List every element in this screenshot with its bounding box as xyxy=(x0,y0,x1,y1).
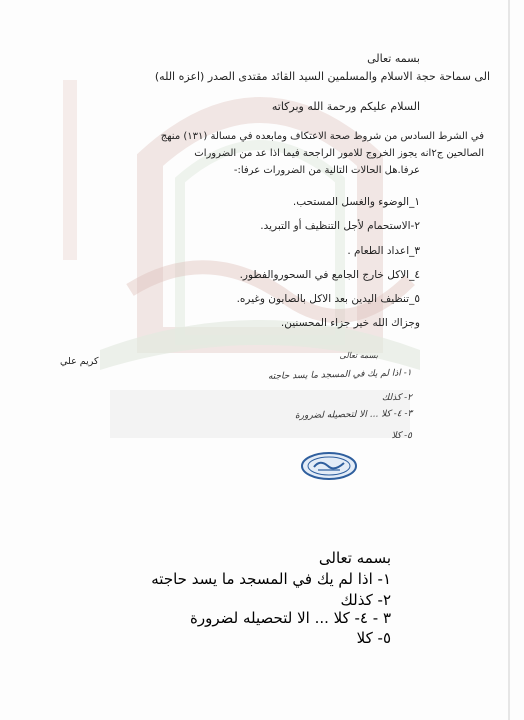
question-item: ٤_الاكل خارج الجامع في السحوروالفطور. xyxy=(239,269,420,281)
handwritten-line: ٣- ٤- كلا ... الا لتحصيله لضرورة xyxy=(294,408,413,422)
question-body-line2: الصالحين ج٢انه يجوز الخروج للامور الراجحة فيما اذا عد من الضرورات xyxy=(194,148,484,159)
question-basmala: بسمه تعالى xyxy=(367,52,420,65)
question-item: ٥_تنظيف اليدين بعد الاكل بالصابون وغيره. xyxy=(236,293,420,305)
answer-line: ١- اذا لم يك في المسجد ما يسد حاجته xyxy=(151,570,391,588)
handwritten-line: ٢- كذلك xyxy=(381,393,412,403)
question-signature: كريم علي xyxy=(60,356,99,367)
question-closing: وجزاك الله خير جزاء المحسنين. xyxy=(280,317,420,329)
page-edge-line xyxy=(508,0,510,720)
handwritten-line: ٥- كلا xyxy=(391,431,412,441)
office-seal-stamp xyxy=(300,451,358,481)
handwritten-header: بسمه تعالى xyxy=(339,351,378,360)
question-item: ١_الوضوء والغسل المستحب. xyxy=(292,196,420,208)
answer-line: ٣ - ٤- كلا ... الا لتحصيله لضرورة xyxy=(190,609,391,627)
question-body-line3: عرفا.هل الحالات التالية من الضرورات عرفا:- xyxy=(233,165,420,176)
answer-line: ٥- كلا xyxy=(356,629,391,647)
question-item: ٣_اعداد الطعام . xyxy=(347,245,420,257)
question-greeting: السلام عليكم ورحمة الله وبركاته xyxy=(271,100,420,113)
question-item: ٢-الاستحمام لأجل التنظيف أو التبريد. xyxy=(260,220,420,232)
answer-line: ٢- كذلك xyxy=(340,591,391,609)
question-body-line1: في الشرط السادس من شروط صحة الاعتكاف ومابعده في مسالة (١٣١) منهج xyxy=(160,131,484,142)
question-addressee: الى سماحة حجة الاسلام والمسلمين السيد القائد مقتدى الصدر (اعزه الله) xyxy=(154,70,490,83)
answer-basmala: بسمه تعالى xyxy=(318,549,391,567)
handwritten-line: ١- اذا لم يك في المسجد ما يسد حاجته xyxy=(268,368,413,382)
